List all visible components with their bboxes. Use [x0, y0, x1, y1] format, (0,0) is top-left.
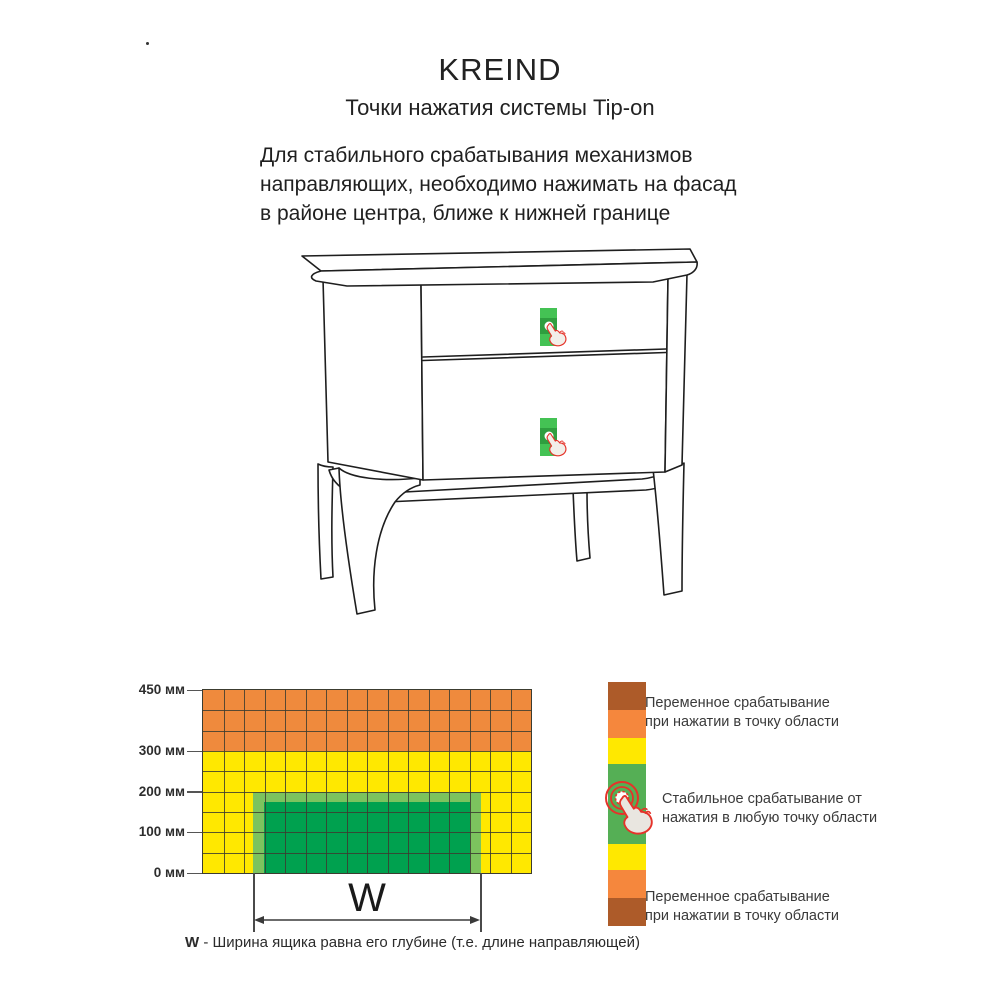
- header: [0, 52, 1000, 121]
- gridline-vertical: [347, 690, 348, 873]
- back-left-leg: [318, 464, 333, 579]
- legend-entry-2: [645, 888, 839, 926]
- gridline-vertical: [408, 690, 409, 873]
- y-tick-label: 450 мм: [138, 682, 185, 697]
- gridline-horizontal: [203, 771, 531, 772]
- gridline-vertical: [367, 690, 368, 873]
- page-subtitle: Точки нажатия системы Tip-on: [345, 95, 655, 120]
- legend-entry-line: Переменное срабатывание: [645, 695, 830, 711]
- gridline-horizontal: [203, 812, 531, 813]
- gridline-vertical: [244, 690, 245, 873]
- legend-entry-1: [662, 790, 877, 828]
- front-right-leg: [653, 463, 684, 595]
- legend-entry-line: Стабильное срабатывание от: [662, 791, 862, 807]
- gridline-vertical: [429, 690, 430, 873]
- description-line: в районе центра, ближе к нижней границе: [260, 202, 671, 225]
- y-tick-mark: [187, 690, 202, 692]
- legend-entry-0: [645, 694, 839, 732]
- gridline-horizontal: [203, 751, 531, 752]
- gridline-horizontal: [203, 792, 531, 793]
- y-tick-label: 100 мм: [138, 824, 185, 840]
- gridline-vertical: [265, 690, 266, 873]
- y-tick-label: 200 мм: [138, 783, 185, 799]
- legend-entry-line: Переменное срабатывание: [645, 889, 830, 905]
- legend-segment-orange-top: [608, 710, 646, 738]
- stray-dot: [146, 42, 149, 45]
- gridline-vertical: [224, 690, 225, 873]
- legend-entry-line: нажатия в любую точку области: [662, 810, 878, 826]
- y-tick-label: 300 мм: [138, 743, 185, 758]
- gridline-vertical: [511, 690, 512, 873]
- legend-segment-brown-top: [608, 682, 646, 710]
- gridline-horizontal: [203, 853, 531, 854]
- legend-entry-line: при нажатии в точку области: [645, 714, 839, 730]
- legend-segment-yellow-bottom: [608, 844, 646, 870]
- description-line: направляющих, необходимо нажимать на фасад: [260, 173, 737, 196]
- legend-segment-yellow-top: [608, 738, 646, 764]
- gridline-horizontal: [203, 832, 531, 833]
- legend-entry-line: при нажатии в точку области: [645, 908, 839, 924]
- description-line: Для стабильного срабатывания механизмов: [260, 144, 693, 167]
- y-tick-mark: [187, 791, 202, 793]
- caption-term: W: [185, 934, 200, 951]
- gridline-vertical: [326, 690, 327, 873]
- y-tick-mark: [187, 751, 202, 753]
- description: [260, 141, 780, 228]
- w-dimension-arrow: [253, 912, 481, 928]
- cabinet-left-side: [323, 279, 423, 480]
- gridline-vertical: [306, 690, 307, 873]
- gridline-horizontal: [203, 710, 531, 711]
- gridline-vertical: [470, 690, 471, 873]
- cabinet-right-edge: [665, 274, 687, 472]
- gridline-vertical: [285, 690, 286, 873]
- pressure-zone-chart: [203, 690, 531, 873]
- back-right-leg: [573, 489, 590, 561]
- nightstand-drawing: [230, 242, 700, 632]
- caption-text: - Ширина ящика равна его глубине (т.е. длине направляющей): [199, 934, 640, 951]
- y-tick-label: 0 мм: [153, 865, 185, 880]
- front-left-leg: [339, 468, 420, 614]
- chart-caption: [185, 934, 640, 951]
- brand-title: KREIND: [438, 52, 562, 87]
- legend-segment-orange-bottom: [608, 870, 646, 898]
- gridline-vertical: [388, 690, 389, 873]
- gridline-vertical: [449, 690, 450, 873]
- gridline-horizontal: [203, 731, 531, 732]
- y-tick-mark: [187, 832, 202, 834]
- gridline-vertical: [490, 690, 491, 873]
- legend-segment-brown-bottom: [608, 898, 646, 926]
- legend-press-hand-icon: [598, 774, 670, 840]
- w-dimension-label: W: [348, 876, 386, 920]
- y-tick-mark: [187, 873, 202, 875]
